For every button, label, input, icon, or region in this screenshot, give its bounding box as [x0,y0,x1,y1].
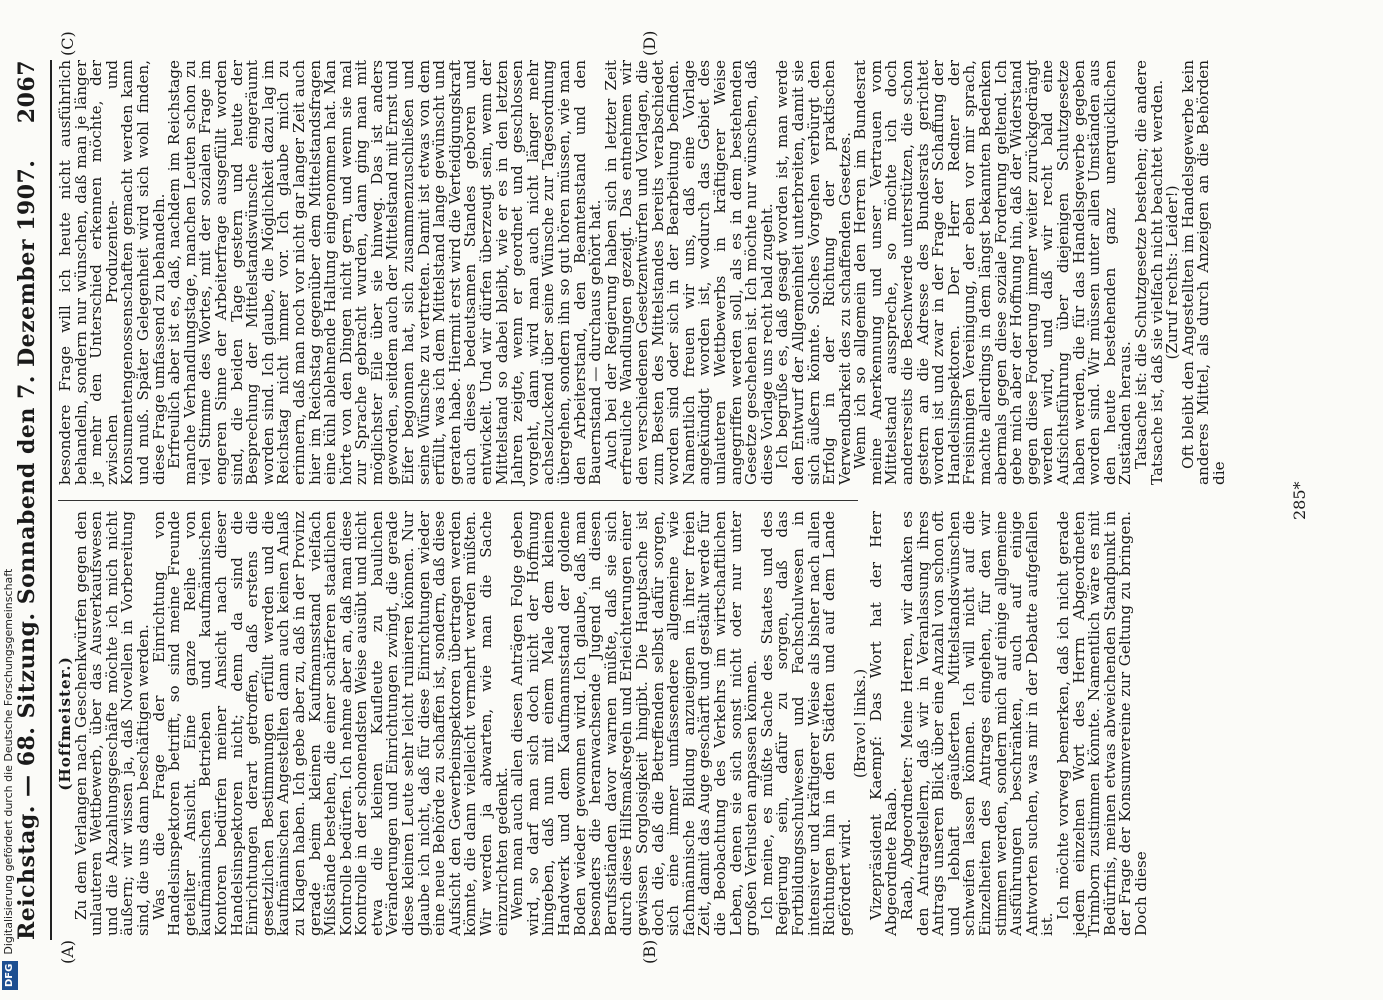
right-column [58,60,1278,485]
paragraph: Auch bei der Regierung haben sich in letzter Zeit erfreuliche Wandlungen gezeigt. Das entnehmen wir den verschiedenen Gesetzentwürfen und Vorlagen, die zum Besten des Mittelstandes bereits verabschiedet worden sind oder sich in der Bearbeitung befinden. Namentlich freuen wir uns, daß eine Vorlage angekündigt worden ist, wodurch das Gebiet des unlauteren Wettbewerbs in kräftigerer Weise angegriffen werden soll, als es in dem bestehenden Gesetze geschehen ist. Ich möchte nur wünschen, daß diese Vorlage uns recht bald zugeht. [601,60,776,485]
running-head: Reichstag. — 68. Sitzung. Sonnabend den 7. Dezember 1907. [14,159,40,940]
left-column [58,511,1278,936]
dfg-logo: DFG [2,961,18,990]
paragraph: Oft bleibt den Angestellten im Handelsgewerbe kein anderes Mittel, als durch Anzeigen an die Behörden die [1178,60,1228,485]
paragraph: Ich möchte vorweg bemerken, daß ich nicht gerade jedem einzelnen Wort des Herrn Abgeordneten Trimborn zustimmen könnte. Namentlich wäre es mit Bedürfnis, meinen etwas abweichenden Standpunkt in der Frage der Konsumvereine zur Geltung zu bringen. Doch diese [1054,511,1150,936]
president-line: Vizepräsident Kaempf: Das Wort hat der Herr Abgeordnete Raab. [866,511,901,936]
applause: (Bravo! links.) [851,668,870,779]
page-number-bottom: 285* [1290,481,1309,520]
paragraph: Ich begrüße es, daß gesagt worden ist, man werde den Entwurf der Allgemeinheit unterbreiten, damit sie sich äußern könnte. Solches Vorgehen verbürgt den Erfolg in der Richtung der praktischen Verwendbarkeit des zu schaffenden Gesetzes. [773,60,854,485]
column-divider [58,500,858,501]
paragraph: besondere Frage will ich heute nicht ausführlich behandeln, sondern nur wünschen, daß man je länger je mehr den Unterschied erkennen möchte, der zwischen Produzenten- und Konsumentengenossenschaften gemacht werden kann und muß. Später Gelegenheit wird sich wohl finden, diese Frage umfassend zu behandeln. [56,60,168,485]
credit-text: Digitalisierung gefördert durch die Deutsche Forschungsgemeinschaft [2,568,15,955]
paragraph: Wenn man auch allen diesen Anträgen Folge geben wird, so darf man sich doch nicht der Hoffnung hingeben, daß nun mit einem Male dem kleinen Handwerk und dem Kaufmannsstand der goldene Boden wieder gewonnen wird. Ich glaube, daß man besonders die heranwachsende Jugend in diesen Berufsständen davor warnen müßte, daß sie sich durch diese Hilfsmaßregeln und Erleichterungen einer gewissen Sorglosigkeit hingibt. Die Hauptsache ist doch die, daß die Betreffenden selbst dafür sorgen, sich eine immer umfassendere allgemeine wie fachmännische Bildung anzueignen in ihrer freien Zeit, damit das Auge geschärft und gestählt werde für die Beobachtung des Verkehrs im wirtschaftlichen Leben, denen sie sich sonst nicht oder nur unter großen Verlusten anpassen können. [508,511,761,936]
margin-mark-d: (D) [640,30,659,56]
header-rule [50,60,52,940]
speaker-paragraph: Raab, Abgeordneter: Meine Herren, wir danken es den Antragstellern, daß wir in Veranlassung ihres Antrags unseren Blick über eine Anzahl von schon oft und lebhaft geäußerten Mittelstandswünschen schweifen lassen können. Ich will nicht auf die Einzelheiten des Antrages eingehen, für den wir stimmen werden, sondern mich auf einige allgemeine Ausführungen beschränken, auch auf einige Antworten suchen, was mir in der Debatte aufgefallen ist. [898,511,1057,936]
margin-mark-b: (B) [640,939,659,964]
paragraph: Erfreulich aber ist es, daß, nachdem im Reichstage manche Verhandlungstage, manchen Leuten schon zu viel Stimme des Wortes, mit der sozialen Frage im engeren Sinne der Arbeiterfrage ausgefüllt worden sind, die beiden Tage gestern und heute der Besprechung der Mittelstandswünsche eingeräumt worden sind. Ich glaube, die Möglichkeit dazu lag im Reichstag nicht immer vor. Ich glaube mich zu erinnern, daß man noch vor nicht gar langer Zeit auch hier im Reichstag gegenüber dem Mittelstandsfragen eine kühl ablehnende Haltung eingenommen hat. Man hörte von den Dingen nicht gern, und wenn sie mal zur Sprache gebracht wurden, dann ging man mit möglichster Eile über sie hinweg. Das ist anders geworden, seitdem auch der Mittelstand mit Ernst und Eifer begonnen hat, sich zusammenzuschließen und seine Wünsche zu vertreten. Damit ist etwas von dem erfüllt, was ich dem Mittelstand lange gewünscht und geraten habe. Hiermit erst wird die Verteidigungskraft auch dieses bedeutsamen Standes geboren und entwickelt. Und wir dürfen überzeugt sein, wenn der Mittelstand so dabei bleibt, wie er es in den letzten Jahren zeigte, wenn er geordnet und geschlossen vorgeht, dann wird man auch nicht länger mehr achselzuckend über seine Wünsche zur Tagesordnung übergehen, sondern ihn so gut hören müssen, wie man den Arbeiterstand, den Beamtenstand und den Bauernstand — durchaus gehört hat. [165,60,605,485]
speaker-tag: (Hoffmeister.) [56,656,74,791]
digitization-credit [1,0,17,1000]
page-header [14,60,44,940]
page-number-top: 2067 [14,60,40,124]
margin-mark-a: (A) [58,939,77,964]
interjection: (Zuruf rechts: Leider!) [1163,185,1182,360]
paragraph: Ich meine, es müßte Sache des Staates und des Regierung sein, dafür zu sorgen, daß das Fortbildungsschulwesen und Fachschulwesen in intensiver und kräftigerer Weise als bisher nach allen Richtungen hin in den Städten und auf dem Lande gefördert wird. [757,511,854,936]
paragraph: Zu dem Verlangen nach Geschenkwürfen gegen den unlauteren Wettbewerb, über das Ausverkaufswesen und die Abzahlungsgeschäfte möchte ich mich nicht äußern; wir wissen ja, daß Novellen in Vorbereitung sind, die uns dann beschäftigen werden. [71,511,152,936]
paragraph: Was die Frage der Einrichtung von Handelsinspektoren betrifft, so sind meine Freunde geteilter Ansicht. Eine ganze Reihe von kaufmännischen Betrieben und kaufmännischen Kontoren bedürfen meiner Ansicht nach dieser Handelsinspektoren nicht; denn da sind die Einrichtungen derart getroffen, daß erstens die gesetzlichen Bestimmungen erfüllt werden und die kaufmännischen Angestellten dann auch keinen Anlaß zu Klagen haben. Ich gebe aber zu, daß in der Provinz gerade beim kleinen Kaufmannsstand vielfach Mißstände bestehen, die einer schärferen staatlichen Kontrolle bedürfen. Ich nehme aber an, daß man diese Kontrolle in der schonendsten Weise ausübt und nicht etwa die kleinen Kaufleute zu baulichen Veränderungen und Einrichtungen zwingt, die gerade diese kleinen Leute sehr leicht ruinieren können. Nur glaube ich nicht, daß für diese Einrichtungen wieder eine neue Behörde zu schaffen ist, sondern, daß diese Aufsicht den Gewerbeinspektoren übertragen werden könnte, die dann vielleicht vermehrt werden müßten. Wir werden ja abwarten, wie man die Sache einzurichten gedenkt. [149,511,511,936]
paragraph: Tatsache ist: die Schutzgesetze bestehen; die andere Tatsache ist, daß sie vielfach nicht beachtet werden. [1131,60,1166,485]
paragraph: Wenn ich so allgemein den Herren im Bundesrat meine Anerkennung und unser Vertrauen vom Mittelstand ausspreche, so möchte ich doch andererseits die Beschwerde unterstützen, die schon gestern an die Adresse des Bundesrats gerichtet worden ist und zwar in der Frage der Schaffung der Handelsinspektoren. Der Herr Redner der Freisinnigen Vereinigung, der eben vor mir sprach, machte allerdings in dem längst bekannten Bedenken abermals gegen diese soziale Forderung geltend. Ich gebe mich aber der Hoffnung hin, daß der Widerstand gegen diese Forderung immer weiter zurückgedrängt werden wird, und daß wir recht bald eine Aufsichtsführung über diejenigen Schutzgesetze haben werden, die für das Handelsgewerbe gegeben worden sind. Wir müssen unter allen Umständen aus den heute bestehenden ganz unerquicklichen Zuständen heraus. [851,60,1135,485]
margin-mark-c: (C) [58,31,77,56]
